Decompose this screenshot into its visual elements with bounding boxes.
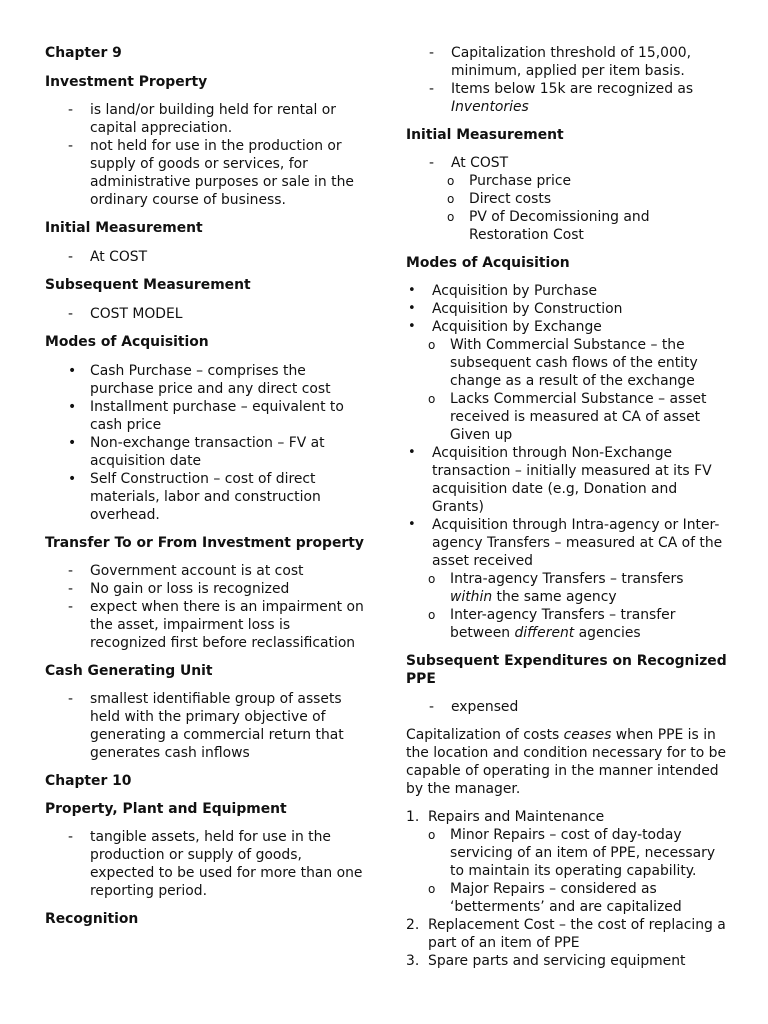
list-item: - expensed: [429, 699, 519, 715]
investment-property-heading: Investment Property: [45, 74, 208, 90]
list-item: 3. Spare parts and servicing equipment: [406, 953, 686, 969]
investment-property-list: [45, 101, 370, 209]
list-item: • Non-exchange transaction – FV at acquisition date: [68, 435, 325, 469]
cash-generating-unit-list: [45, 690, 370, 762]
left-column: [45, 44, 370, 928]
list-item: - Items below 15k are recognized as Inventories: [429, 81, 694, 115]
list-item: 1. Repairs and Maintenance o Minor Repairs – cost of day-today servicing of an item of PPE, necessary to maintain its operating capability. o Major Repairs – considered as ‘betterments’ and are capitalized: [406, 808, 728, 916]
list-item: - is land/or building held for rental or capital appreciation.: [68, 102, 337, 136]
list-item: - not held for use in the production or supply of goods or services, for administrative purposes or sale in the ordinary course of business.: [68, 138, 354, 208]
list-item: o Minor Repairs – cost of day-today servicing of an item of PPE, necessary to maintain its operating capability.: [428, 827, 716, 879]
list-item: • Acquisition through Non-Exchange transaction – initially measured at its FV acquisition date (e.g, Donation and Grants): [408, 445, 712, 515]
list-item: • Installment purchase – equivalent to cash price: [68, 399, 344, 433]
list-item: o PV of Decomissioning and Restoration Cost: [447, 209, 650, 243]
list-item: • Acquisition by Purchase: [408, 283, 598, 299]
ppe-heading: Property, Plant and Equipment: [45, 801, 287, 817]
list-item: - Government account is at cost: [68, 563, 304, 579]
transfer-list: [45, 562, 370, 652]
modes-of-acquisition-list: [406, 282, 728, 642]
cash-generating-unit-heading: Cash Generating Unit: [45, 663, 213, 679]
list-item: • Self Construction – cost of direct materials, labor and construction overhead.: [68, 471, 321, 523]
list-item: - No gain or loss is recognized: [68, 581, 290, 597]
list-item: o Purchase price: [447, 173, 572, 189]
list-item: - At COST o Purchase price o Direct costs o PV of Decomissioning and Restoration Cost: [406, 154, 728, 244]
subsequent-measurement-heading: Subsequent Measurement: [45, 277, 251, 293]
list-item: - smallest identifiable group of assets held with the primary objective of generating a commercial return that generates cash inflows: [68, 691, 344, 761]
list-item: o Intra-agency Transfers – transfers within the same agency: [428, 571, 684, 605]
expenditure-types-list: [406, 808, 728, 970]
list-item: • Acquisition by Construction: [408, 301, 623, 317]
modes-of-acquisition-heading: Modes of Acquisition: [45, 334, 209, 350]
transfer-sub-list: [428, 570, 728, 642]
right-column: [406, 44, 728, 970]
recognition-heading: Recognition: [45, 911, 139, 927]
modes-of-acquisition-list: [45, 362, 370, 524]
list-item: o Major Repairs – considered as ‘betterments’ and are capitalized: [428, 881, 682, 915]
list-item: • Acquisition through Intra-agency or Inter-agency Transfers – measured at CA of the asset received o Intra-agency Transfers – transfers within the same agency o Inter-agency Transfers – transfer between different agencies: [406, 516, 728, 642]
list-item: - COST MODEL: [68, 306, 183, 322]
subsequent-measurement-list: [45, 305, 370, 323]
list-item: o Lacks Commercial Substance – asset received is measured at CA of asset Given up: [428, 391, 707, 443]
list-item: 2. Replacement Cost – the cost of replacing a part of an item of PPE: [406, 917, 726, 951]
modes-of-acquisition-heading: Modes of Acquisition: [406, 255, 570, 271]
capitalization-paragraph: Capitalization of costs ceases when PPE is in the location and condition necessary for to be capable of operating in the manner intended by the manager.: [406, 727, 727, 797]
list-item: o Inter-agency Transfers – transfer between different agencies: [428, 607, 676, 641]
subsequent-expenditures-heading: Subsequent Expenditures on Recognized PPE: [406, 653, 727, 687]
ppe-list: [45, 828, 370, 900]
exchange-sub-list: [428, 336, 728, 444]
list-item: - expect when there is an impairment on the asset, impairment loss is recognized first before reclassification: [68, 599, 364, 651]
list-item: • Acquisition by Exchange o With Commercial Substance – the subsequent cash flows of the entity change as a result of the exchange o Lacks Commercial Substance – asset received is measured at CA of asset Given up: [406, 318, 728, 444]
repairs-sub-list: [428, 826, 728, 916]
transfer-heading: Transfer To or From Investment property: [45, 535, 364, 551]
list-item: - Capitalization threshold of 15,000, minimum, applied per item basis.: [429, 45, 692, 79]
initial-measurement-list: [45, 248, 370, 266]
chapter-10-title: Chapter 10: [45, 773, 132, 789]
initial-measurement-list: [406, 154, 728, 244]
subsequent-expenditures-list: [406, 698, 728, 716]
list-item: - At COST: [68, 249, 148, 265]
list-item: o With Commercial Substance – the subsequent cash flows of the entity change as a result of the exchange: [428, 337, 698, 389]
initial-measurement-heading: Initial Measurement: [45, 220, 203, 236]
capitalization-list: [406, 44, 728, 116]
initial-measurement-heading: Initial Measurement: [406, 127, 564, 143]
cost-components-list: [447, 172, 728, 244]
chapter-9-title: Chapter 9: [45, 45, 122, 61]
list-item: • Cash Purchase – comprises the purchase price and any direct cost: [68, 363, 331, 397]
list-item: o Direct costs: [447, 191, 552, 207]
list-item: - tangible assets, held for use in the production or supply of goods, expected to be used for more than one reporting period.: [68, 829, 363, 899]
